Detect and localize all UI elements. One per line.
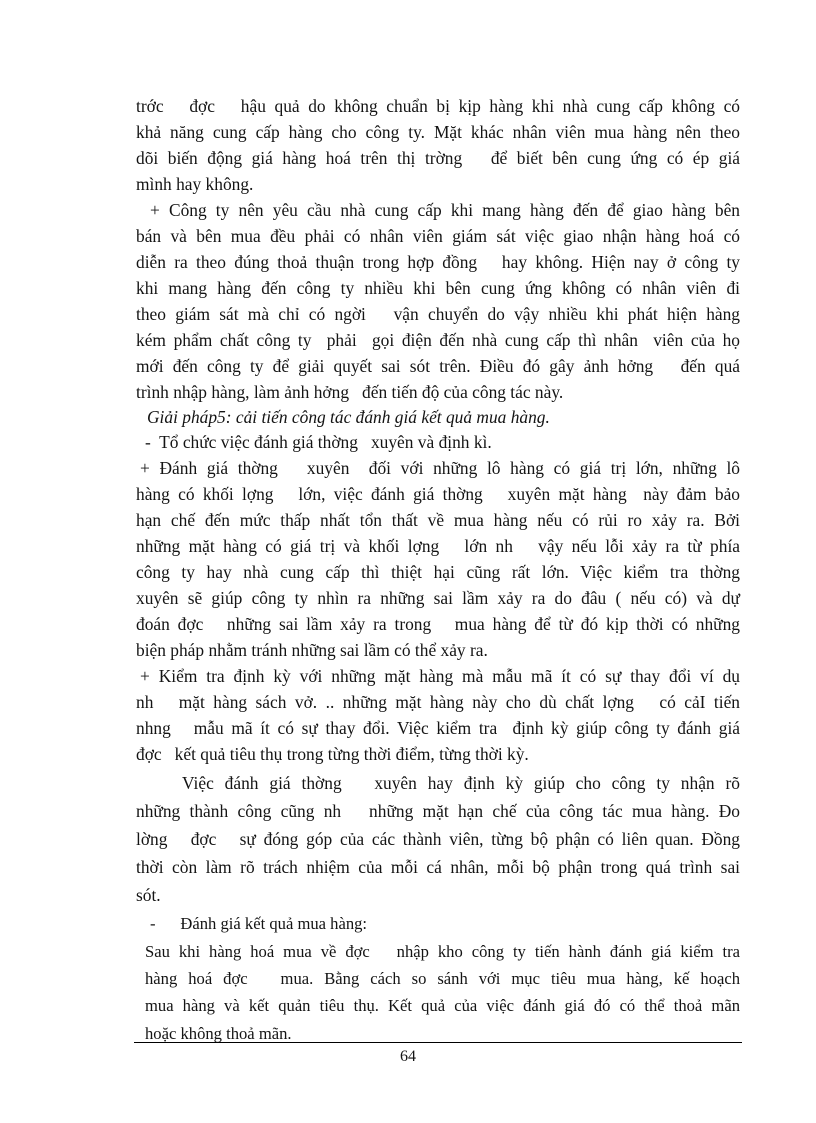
text-line: hàng hoá đợc mua. Bằng cách so sánh với mục tiêu mua hàng, kế hoạch [145, 969, 740, 988]
text-line: công ty hay nhà cung cấp thì thiệt hại cũng rất lớn. Việc kiểm tra thờng [136, 562, 740, 582]
text-line: hạn chế đến mức thấp nhất tổn thất về mua hàng nếu có rủi ro xảy ra. Bởi [136, 510, 740, 530]
text-line: + Kiểm tra định kỳ với những mặt hàng mà mẫu mã ít có sự thay đổi ví dụ [140, 666, 740, 686]
text-line: Sau khi hàng hoá mua về đợc nhập kho công ty tiến hành đánh giá kiểm tra [145, 942, 740, 961]
text-line: kém phẩm chất công ty phải gọi điện đến nhà cung cấp thì nhân viên của họ [136, 330, 740, 350]
text-line: đợc kết quả tiêu thụ trong từng thời điểm, từng thời kỳ. [136, 744, 529, 764]
text-line: nh mặt hàng sách vở. .. những mặt hàng này cho dù chất lợng có cảI tiến [136, 692, 740, 712]
text-line: trớc đợc hậu quả do không chuẩn bị kịp hàng khi nhà cung cấp không có [136, 96, 740, 116]
page-number: 64 [400, 1048, 416, 1065]
text-line: mới đến công ty để giải quyết sai sót trên. Điều đó gây ảnh hởng đến quá [136, 356, 740, 376]
text-line: theo giám sát mà chỉ có ngời vận chuyển do vậy nhiều khi phát hiện hàng [136, 304, 740, 324]
text-line: mình hay không. [136, 174, 254, 194]
text-line: những thành công cũng nh những mặt hạn chế của công tác mua hàng. Đo [136, 801, 740, 821]
text-line: những mặt hàng có giá trị và khối lợng lớn nh vậy nếu lỗi xảy ra từ phía [136, 536, 740, 556]
text-line: thời còn làm rõ trách nhiệm của mỗi cá nhân, mỗi bộ phận trong quá trình sai [136, 857, 740, 877]
text-line: sót. [136, 885, 161, 905]
text-line: khi mang hàng đến công ty nhiều khi bên cung ứng không có nhân viên đi [136, 278, 740, 298]
text-line: nhng mẫu mã ít có sự thay đổi. Việc kiểm tra định kỳ giúp công ty đánh giá [136, 718, 740, 738]
text-line: khả năng cung cấp hàng cho công ty. Mặt khác nhân viên mua hàng nên theo [136, 122, 740, 142]
section-heading: Giải pháp5: cải tiến công tác đánh giá kết quả mua hàng. [147, 407, 550, 427]
text-line: xuyên sẽ giúp công ty nhìn ra những sai lầm xảy ra do đâu ( nếu có) và dự [136, 588, 740, 608]
text-line: bán và bên mua đều phải có nhân viên giám sát việc giao nhận hàng hoá có [136, 226, 740, 246]
text-line: biện pháp nhằm tránh những sai lầm có thể xảy ra. [136, 640, 488, 660]
text-line: trình nhập hàng, làm ảnh hởng đến tiến độ của công tác này. [136, 382, 564, 402]
footer-rule [134, 1042, 742, 1043]
text-line: mua hàng và kết quản tiêu thụ. Kết quả của việc đánh giá đó có thể thoả mãn [145, 996, 740, 1015]
list-item: - Tổ chức việc đánh giá thờng xuyên và định kì. [145, 432, 492, 452]
text-line: + Đánh giá thờng xuyên đối với những lô hàng có giá trị lớn, những lô [140, 458, 740, 478]
text-line: dõi biến động giá hàng hoá trên thị trờng để biết bên cung ứng có ép giá [136, 148, 740, 168]
text-line: Việc đánh giá thờng xuyên hay định kỳ giúp cho công ty nhận rõ [182, 773, 740, 793]
text-line: hoặc không thoả mãn. [145, 1024, 292, 1043]
list-item: - Đánh giá kết quả mua hàng: [150, 914, 368, 933]
text-line: + Công ty nên yêu cầu nhà cung cấp khi mang hàng đến để giao hàng bên [150, 200, 740, 220]
text-line: hàng có khối lợng lớn, việc đánh giá thờng xuyên mặt hàng này đảm bảo [136, 484, 740, 504]
text-line: diễn ra theo đúng thoả thuận trong hợp đồng hay không. Hiện nay ở công ty [136, 252, 740, 272]
text-line: đoán đợc những sai lầm xảy ra trong mua hàng để từ đó kịp thời có những [136, 614, 740, 634]
text-line: lờng đợc sự đóng góp của các thành viên, từng bộ phận có liên quan. Đồng [136, 829, 740, 849]
